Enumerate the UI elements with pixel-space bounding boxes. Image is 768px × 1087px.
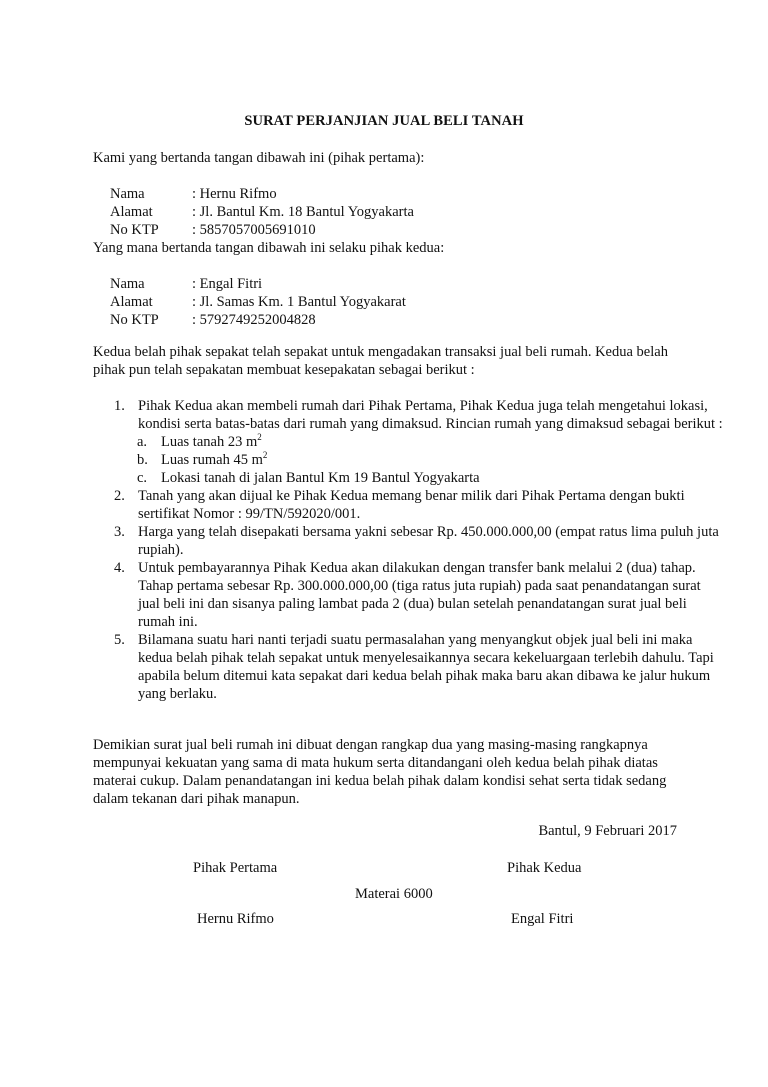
document-title: SURAT PERJANJIAN JUAL BELI TANAH: [244, 113, 524, 129]
clause-text: Tanah yang akan dijual ke Pihak Kedua memang benar milik dari Pihak Pertama dengan bukti sertifikat Nomor : 99/TN/592020/001.: [138, 488, 685, 522]
clause-text: Harga yang telah disepakati bersama yakni sebesar Rp. 450.000.000,00 (empat ratus lima puluh juta rupiah).: [138, 524, 719, 558]
first-party-details: [110, 185, 414, 239]
party-field-value: : 5857057005691010: [192, 222, 316, 238]
first-party-role-label: Pihak Pertama: [193, 860, 278, 876]
clause-item: [114, 631, 723, 703]
party-field-label: Alamat: [110, 294, 153, 310]
sub-item: [137, 469, 723, 487]
clause-item: [114, 397, 723, 487]
first-party-signatory-name: Hernu Rifmo: [197, 911, 274, 927]
sub-item-text: Luas tanah 23 m: [161, 434, 258, 450]
clause-text: Pihak Kedua akan membeli rumah dari Pihak Pertama, Pihak Kedua juga telah mengetahui lokasi, kondisi serta batas-batas dari rumah yang dimaksud. Rincian rumah yang dimaksud sebagai berikut :: [138, 398, 723, 432]
party-field-label: Alamat: [110, 204, 153, 220]
clause-number: 1.: [114, 398, 125, 414]
superscript: 2: [257, 432, 262, 442]
second-party-signatory-name: Engal Fitri: [511, 911, 574, 927]
clause-number: 4.: [114, 560, 125, 576]
stamp-duty-label: Materai 6000: [355, 886, 433, 902]
superscript: 2: [262, 450, 268, 460]
clause-text: Untuk pembayarannya Pihak Kedua akan dilakukan dengan transfer bank melalui 2 (dua) tahap. Tahap pertama sebesar Rp. 300.000.000,00 (tiga ratus juta rupiah) pada saat penandatangan surat jual beli ini dan sisanya paling lambat pada 2 (dua) bulan setelah penandatangan surat jual beli rumah ini.: [138, 560, 701, 630]
party-row: [110, 203, 414, 221]
clause-number: 3.: [114, 524, 125, 540]
place-and-date: Bantul, 9 Februari 2017: [538, 823, 677, 839]
sub-item: [137, 432, 723, 451]
clause-sub-list: [138, 433, 723, 487]
party-row: [110, 185, 414, 203]
clause-item: [114, 487, 723, 523]
clause-item: [114, 523, 723, 559]
party-field-label: Nama: [110, 186, 145, 202]
clause-item: [114, 559, 723, 631]
party-row: [110, 275, 406, 293]
clause-number: 5.: [114, 632, 125, 648]
party-field-label: No KTP: [110, 222, 159, 238]
clause-text: Bilamana suatu hari nanti terjadi suatu permasalahan yang menyangkut objek jual beli ini maka kedua belah pihak telah sepakat untuk menyelesaikannya secara kekeluargaan terlebih dahulu. Tapi apabila belum ditemui kata sepakat dari kedua belah pihak maka baru akan dibawa ke jalur hukum yang berlaku.: [138, 632, 714, 702]
sub-item: [137, 450, 723, 469]
party-field-value: : Jl. Bantul Km. 18 Bantul Yogyakarta: [192, 204, 414, 220]
sub-item-letter: a.: [137, 434, 148, 450]
sub-item-letter: b.: [137, 452, 148, 468]
sub-item-text: Lokasi tanah di jalan Bantul Km 19 Bantul Yogyakarta: [161, 470, 480, 486]
second-party-details: [110, 275, 406, 329]
party-field-value: : Engal Fitri: [192, 276, 263, 292]
first-party-intro: Kami yang bertanda tangan dibawah ini (pihak pertama):: [93, 150, 425, 166]
party-field-value: : Hernu Rifmo: [192, 186, 277, 202]
second-party-role-label: Pihak Kedua: [507, 860, 582, 876]
party-field-value: : 5792749252004828: [192, 312, 316, 328]
party-row: [110, 293, 406, 311]
party-field-value: : Jl. Samas Km. 1 Bantul Yogyakarat: [192, 294, 406, 310]
clause-list: [93, 397, 723, 703]
agreement-paragraph: Kedua belah pihak sepakat telah sepakat untuk mengadakan transaksi jual beli rumah. Kedua belah pihak pun telah sepakatan membuat kesepakatan sebagai berikut :: [93, 344, 668, 378]
closing-paragraph: Demikian surat jual beli rumah ini dibuat dengan rangkap dua yang masing-masing rangkapnya mempunyai kekuatan yang sama di mata hukum serta ditandangani oleh kedua belah pihak diatas materai cukup. Dalam penandatangan ini kedua belah pihak dalam kondisi sehat serta tidak sedang dalam tekanan dari pihak manapun.: [93, 737, 667, 807]
clause-number: 2.: [114, 488, 125, 504]
party-field-label: No KTP: [110, 312, 159, 328]
sub-item-letter: c.: [137, 470, 148, 486]
sub-item-text: Luas rumah 45 m: [161, 452, 263, 468]
party-row: [110, 221, 414, 239]
second-party-intro: Yang mana bertanda tangan dibawah ini selaku pihak kedua:: [93, 240, 445, 256]
party-field-label: Nama: [110, 276, 145, 292]
party-row: [110, 311, 406, 329]
